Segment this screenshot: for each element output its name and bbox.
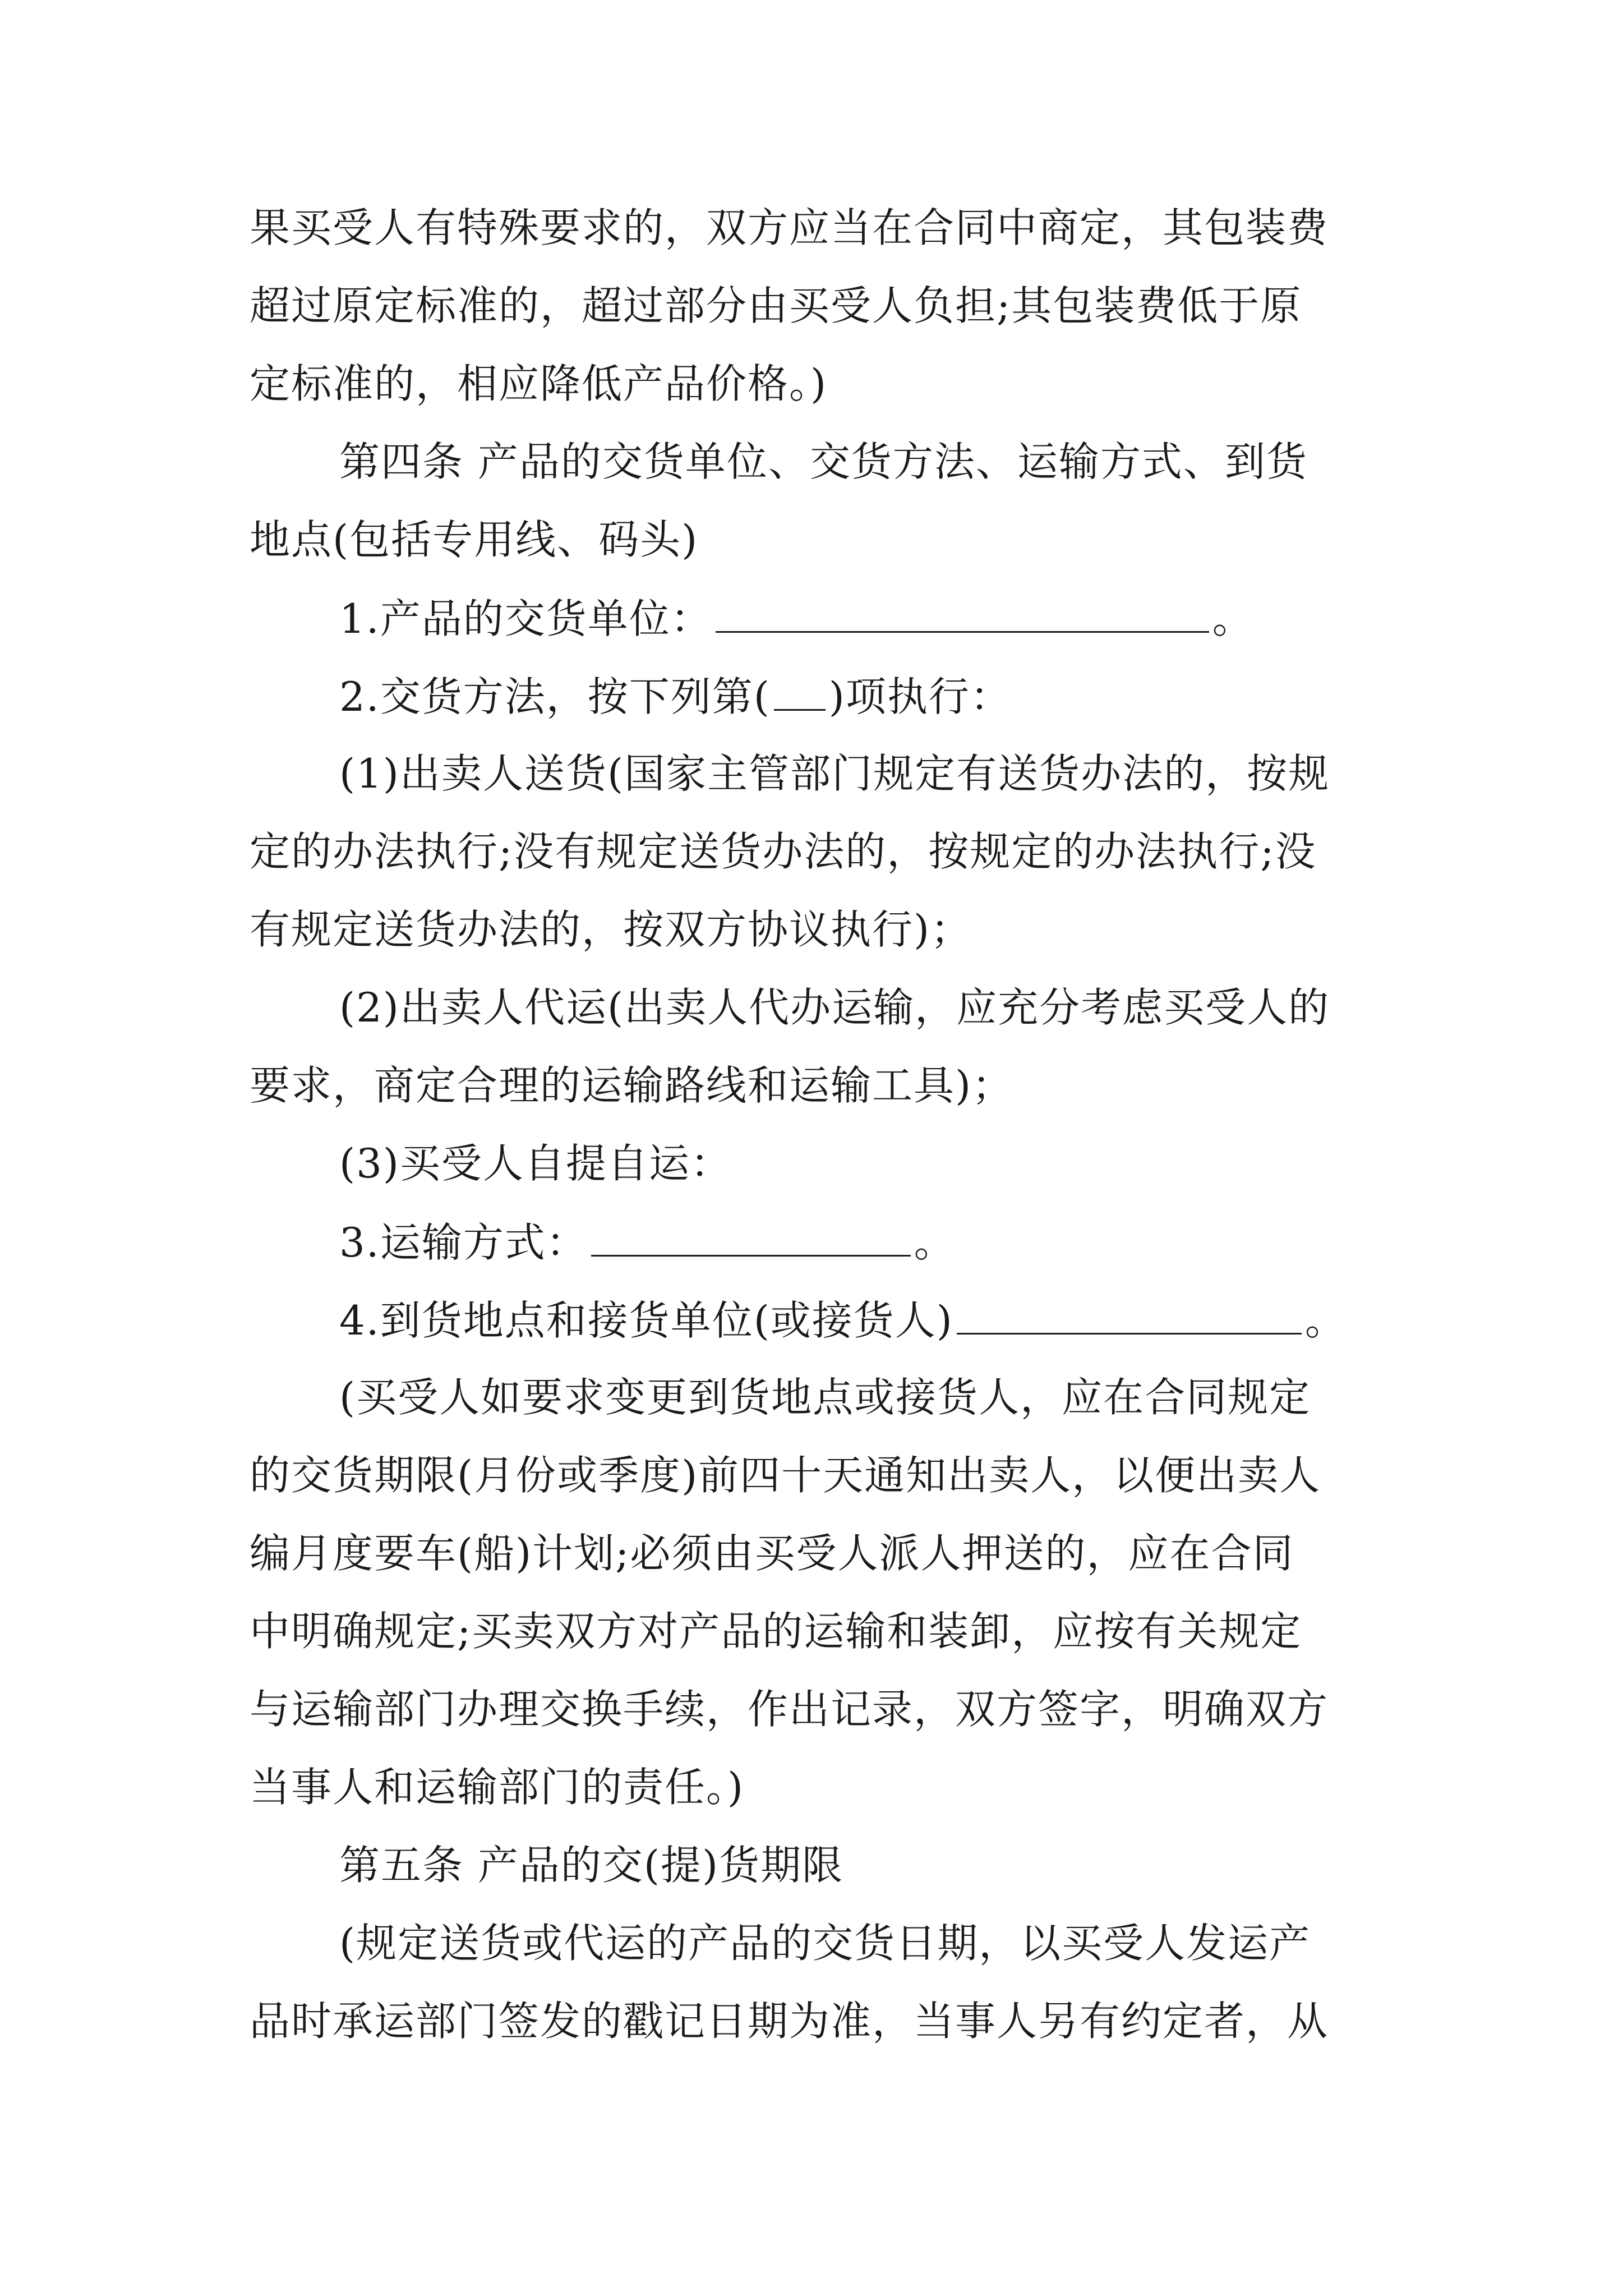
paragraph-line: 的交货期限(月份或季度)前四十天通知出卖人，以便出卖人 [250, 1452, 1321, 1499]
item-label: 2.交货方法，按下列第( [339, 673, 771, 720]
fill-in-blank[interactable] [591, 1221, 911, 1257]
paragraph-line: 果买受人有特殊要求的，双方应当在合同中商定，其包装费 [250, 204, 1329, 251]
paragraph-line: 编月度要车(船)计划;必须由买受人派人押送的，应在合同 [250, 1530, 1294, 1577]
paragraph-line: 当事人和运输部门的责任。) [250, 1764, 745, 1811]
item-2-delivery-method [250, 675, 1377, 753]
note-line: (规定送货或代运的产品的交货日期，以买受人发运产 [339, 1920, 1311, 1967]
paragraph-line: 有规定送货办法的，按双方协议执行)； [250, 906, 972, 953]
paragraph-line: 品时承运部门签发的戳记日期为准，当事人另有约定者，从 [250, 1998, 1329, 2045]
item-label: 1.产品的交货单位： [339, 595, 712, 642]
paragraph-line: 定标准的，相应降低产品价格。) [250, 360, 828, 407]
item-end: 。 [1212, 595, 1254, 642]
paragraph-line: 地点(包括专用线、码头) [250, 516, 699, 563]
paragraph-line: 定的办法执行;没有规定送货办法的，按规定的办法执行;没 [250, 828, 1317, 875]
item-end: 。 [914, 1219, 956, 1266]
item-end: 。 [1304, 1297, 1347, 1344]
note-line: (买受人如要求变更到货地点或接货人，应在合同规定 [339, 1374, 1311, 1421]
paragraph-line: 超过原定标准的，超过部分由买受人负担;其包装费低于原 [250, 282, 1302, 329]
fill-in-blank[interactable] [716, 597, 1209, 633]
item-label: 4.到货地点和接货单位(或接货人) [339, 1297, 953, 1344]
option-2-line: (2)出卖人代运(出卖人代办运输，应充分考虑买受人的 [339, 984, 1330, 1031]
item-label-tail: )项执行： [828, 673, 1012, 720]
option-1-line: (1)出卖人送货(国家主管部门规定有送货办法的，按规 [339, 750, 1330, 797]
item-label: 3.运输方式： [339, 1219, 588, 1266]
fill-in-blank[interactable] [957, 1299, 1302, 1335]
item-4-arrival-place [250, 1299, 1377, 1377]
option-3-line: (3)买受人自提自运： [339, 1140, 732, 1187]
document-body [250, 204, 1377, 2079]
paragraph-line: 中明确规定;买卖双方对产品的运输和装卸，应按有关规定 [250, 1608, 1302, 1655]
article-4-heading: 第四条 产品的交货单位、交货方法、运输方式、到货 [339, 438, 1308, 485]
paragraph-line: 与运输部门办理交换手续，作出记录，双方签字，明确双方 [250, 1686, 1329, 1733]
fill-in-blank[interactable] [774, 675, 826, 711]
item-1-delivery-unit [250, 597, 1377, 675]
paragraph-line: 要求，商定合理的运输路线和运输工具)； [250, 1062, 1014, 1109]
article-5-heading: 第五条 产品的交(提)货期限 [339, 1842, 844, 1889]
item-3-transport-mode [250, 1221, 1377, 1299]
